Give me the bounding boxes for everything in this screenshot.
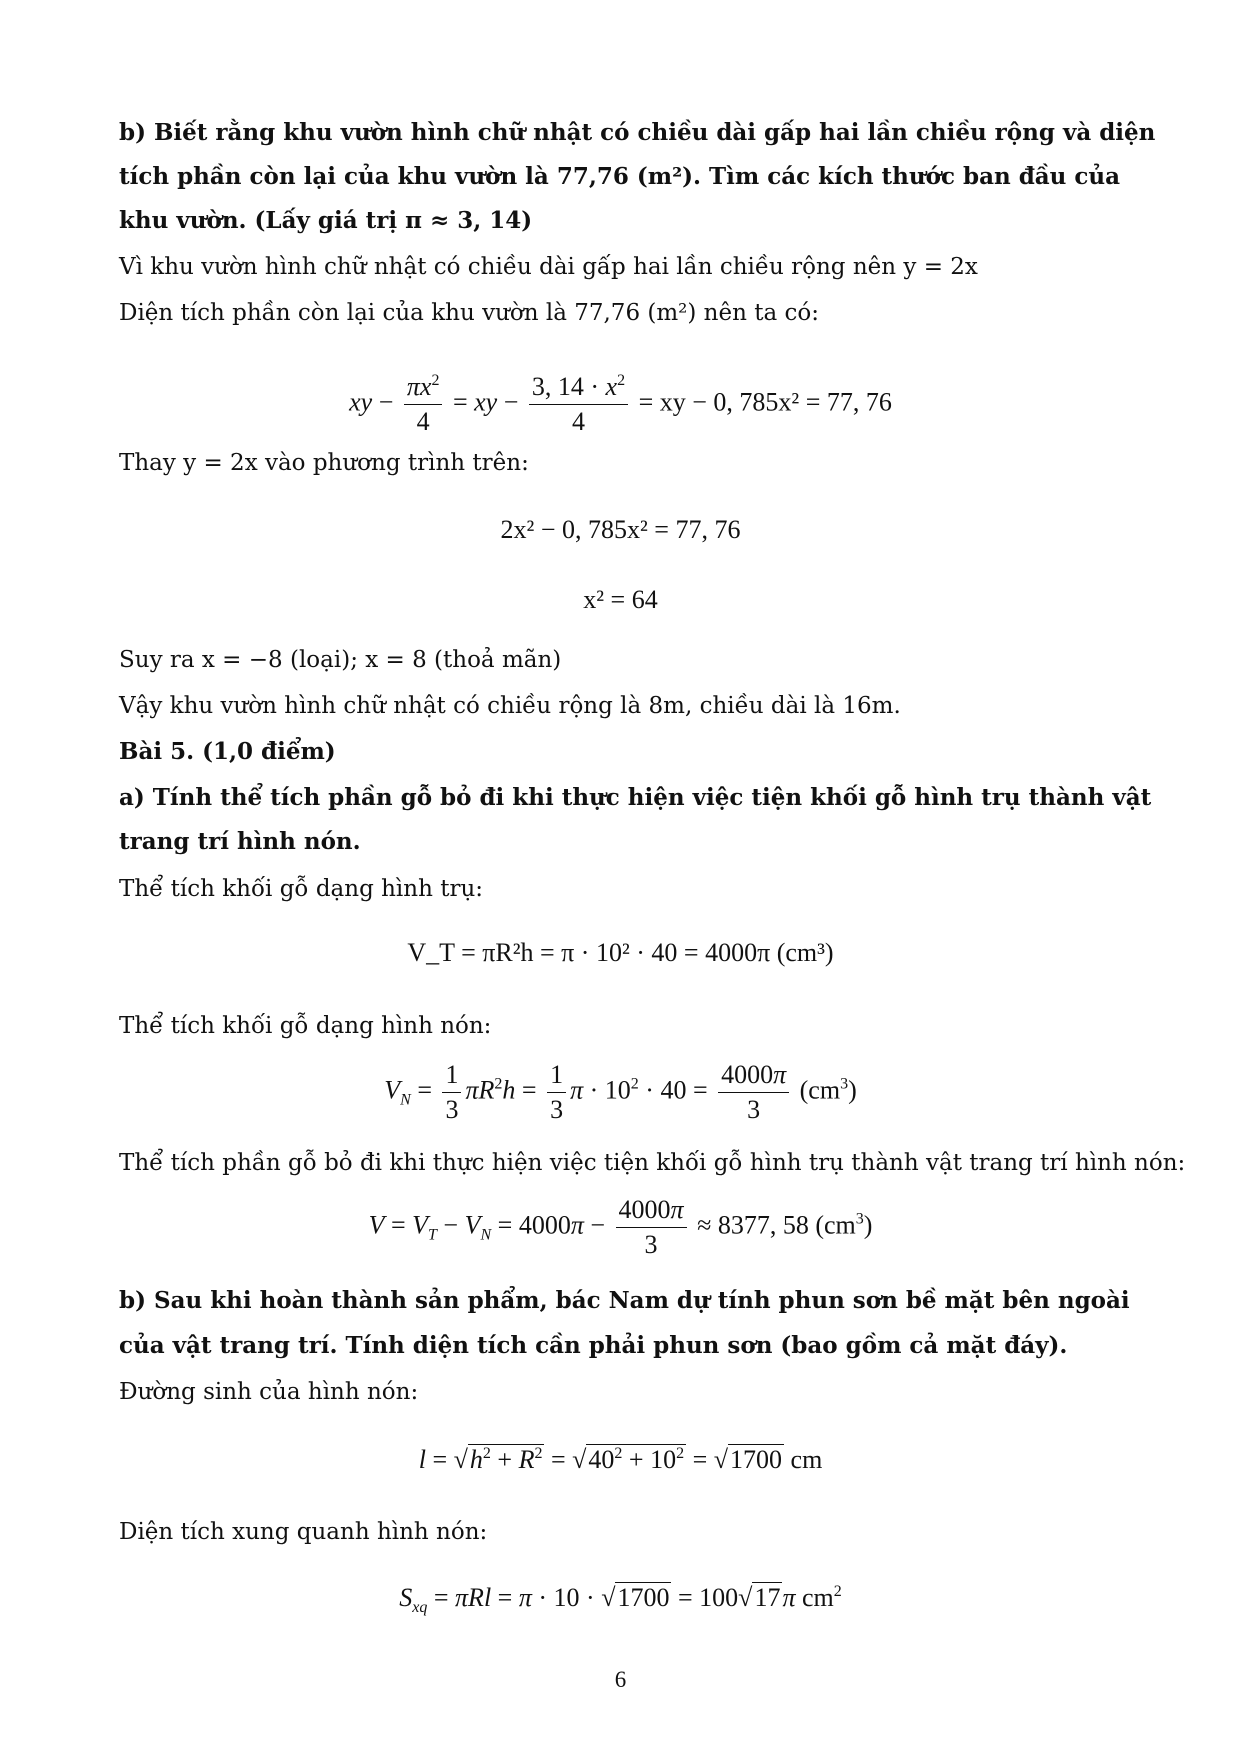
equation-area: xy − $\frac{\pi x^2}{4}$ = xy − $\frac{3, 14 \cdot x^2}{4}$ = xy − 0, 785x² = 77, 76 bbox=[349, 372, 892, 436]
text-cone-volume: Thể tích khối gỗ dạng hình nón: bbox=[119, 1013, 492, 1039]
equation-area-rhs: = xy − 0, 785x² = 77, 76 bbox=[638, 387, 892, 417]
text-slant-height: Đường sinh của hình nón: bbox=[119, 1379, 419, 1405]
page-number: 6 bbox=[614, 1667, 627, 1692]
text-remaining-area: Diện tích phần còn lại của khu vườn là 77,76 (m²) nên ta có: bbox=[119, 300, 819, 326]
part-b2-heading-line-1: b) Sau khi hoàn thành sản phẩm, bác Nam dự tính phun sơn bề mặt bên ngoài bbox=[119, 1287, 1130, 1314]
equation-cylinder-volume: V_T = πR²h = π · 10² · 40 = 4000π (cm³) bbox=[407, 938, 834, 967]
part-a-heading-line-2: trang trí hình nón. bbox=[119, 828, 361, 855]
text-substitute: Thay y = 2x vào phương trình trên: bbox=[119, 450, 529, 476]
equation-x-squared: x² = 64 bbox=[583, 585, 658, 614]
text-removed-volume: Thể tích phần gỗ bỏ đi khi thực hiện việc tiện khối gỗ hình trụ thành vật trang trí hình nón: bbox=[119, 1150, 1186, 1176]
part-a-heading-line-1: a) Tính thể tích phần gỗ bỏ đi khi thực hiện việc tiện khối gỗ hình trụ thành vật bbox=[119, 784, 1152, 811]
part-b-heading-line-1: b) Biết rằng khu vườn hình chữ nhật có chiều dài gấp hai lần chiều rộng và diện bbox=[119, 119, 1156, 146]
part-b-heading-line-2: tích phần còn lại của khu vườn là 77,76 (m²). Tìm các kích thước ban đầu của bbox=[119, 163, 1121, 190]
bai-5-heading: Bài 5. (1,0 điểm) bbox=[119, 738, 336, 765]
text-conclusion-x: Suy ra x = −8 (loại); x = 8 (thoả mãn) bbox=[119, 647, 562, 673]
equation-step-1: 2x² − 0, 785x² = 77, 76 bbox=[500, 515, 741, 544]
text-cylinder-volume: Thể tích khối gỗ dạng hình trụ: bbox=[119, 876, 484, 902]
equation-lateral-area: $S_{xq} = \pi Rl = \pi \cdot 10 \cdot √1700 = 100√17\pi$ $cm^2$ bbox=[399, 1583, 842, 1616]
equation-removed-volume: $V = V_T - V_N = 4000\pi$ − $\frac{4000\pi}{3}$ ≈ 8377, 58 $(cm^3)$ bbox=[368, 1195, 873, 1259]
part-b2-heading-line-2: của vật trang trí. Tính diện tích cần phải phun sơn (bao gồm cả mặt đáy). bbox=[119, 1332, 1068, 1359]
text-since-y-equals-2x: Vì khu vườn hình chữ nhật có chiều dài gấp hai lần chiều rộng nên y = 2x bbox=[119, 254, 978, 280]
equation-cone-volume: $V_N$ = $\frac{1}{3}$ $\pi R^2h$ = $\frac{1}{3}$ $\pi \cdot 10^2 \cdot 40$ = $\frac{4000\pi}{3}$ $(cm^3)$ bbox=[384, 1060, 857, 1124]
text-garden-dimensions: Vậy khu vườn hình chữ nhật có chiều rộng là 8m, chiều dài là 16m. bbox=[119, 693, 901, 719]
text-lateral-area: Diện tích xung quanh hình nón: bbox=[119, 1519, 488, 1545]
equation-slant-height: $l = √h^2 + R^2 = √40^2 + 10^2 = √1700$ cm bbox=[418, 1445, 823, 1474]
part-b-heading-line-3: khu vườn. (Lấy giá trị π ≈ 3, 14) bbox=[119, 207, 533, 234]
